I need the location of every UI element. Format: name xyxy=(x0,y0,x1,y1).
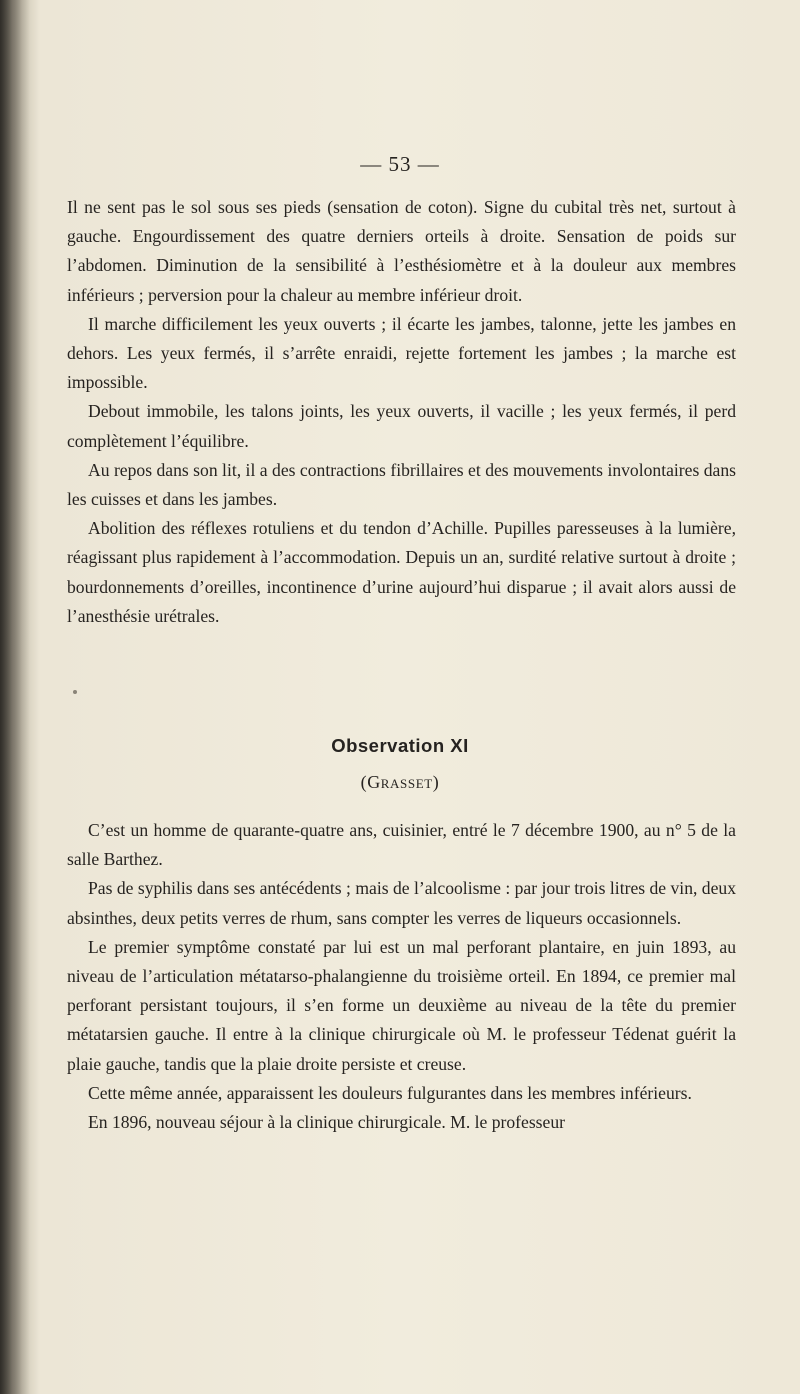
paragraph-intro: C’est un homme de quarante-quatre ans, cuisinier, entré le 7 décembre 1900, au n° 5 de la salle Barthez. xyxy=(67,820,736,870)
ink-speck xyxy=(73,690,77,694)
paragraph-abolition: Abolition des réflexes rotuliens et du tendon d’Achille. Pupilles paresseuses à la lumière, réagissant plus rapidement à l’accommodation. Depuis un an, surdité relative surtout à droite ; bourdonnements d’oreilles, incontinence d’urine aujourd’hui disparue ; il avait alors aussi de l’anesthésie urétrales. xyxy=(67,518,736,626)
paragraph-debout: Debout immobile, les talons joints, les yeux ouverts, il vacille ; les yeux fermés, il perd complètement l’équilibre. xyxy=(67,401,736,451)
section-1 xyxy=(67,193,736,631)
binding-shadow xyxy=(0,0,30,1394)
observation-title: Observation XI xyxy=(331,735,469,756)
paragraph-1896: En 1896, nouveau séjour à la clinique chirurgicale. M. le professeur xyxy=(88,1112,565,1133)
paragraph-premier-symptome: Le premier symptôme constaté par lui est un mal perforant plantaire, en juin 1893, au niveau de l’articulation métatarso-phalangienne du troisième orteil. En 1894, ce premier mal perforant persistant toujours, il s’en forme un deuxième au niveau de la tête du premier métatarsien gauche. Il entre à la clinique chirurgicale où M. le professeur Tédenat guérit la plaie gauche, tandis que la plaie droite persiste et creuse. xyxy=(67,936,736,1074)
paragraph-marche: Il marche difficilement les yeux ouverts ; il écarte les jambes, talonne, jette les jambes en dehors. Les yeux fermés, il s’arrête enraidi, rejette fortement les jambes ; la marche est impossible. xyxy=(67,313,736,393)
paragraph-repos: Au repos dans son lit, il a des contractions fibrillaires et des mouvements involontaires dans les cuisses et dans les jambes. xyxy=(67,459,736,510)
paragraph-sensation: Il ne sent pas le sol sous ses pieds (sensation de coton). Signe du cubital très net, surtout à gauche. Engourdissement des quatre derniers orteils à droite. Sensation de poids sur l’abdomen. Diminution de la sensibilité à l’esthésiomètre et à la douleur aux membres inférieurs ; perversion pour la chaleur au membre inférieur droit. xyxy=(67,197,736,305)
page-number: — 53 — xyxy=(360,152,440,176)
observation-author: (Grasset) xyxy=(360,772,440,792)
paragraph-douleurs: Cette même année, apparaissent les douleurs fulgurantes dans les membres inférieurs. xyxy=(88,1082,692,1103)
paragraph-antecedents: Pas de syphilis dans ses antécédents ; mais de l’alcoolisme : par jour trois litres de vin, deux absinthes, deux petits verres de rhum, sans compter les verres de liqueurs occasionnels. xyxy=(67,878,736,928)
section-2 xyxy=(67,816,736,1137)
